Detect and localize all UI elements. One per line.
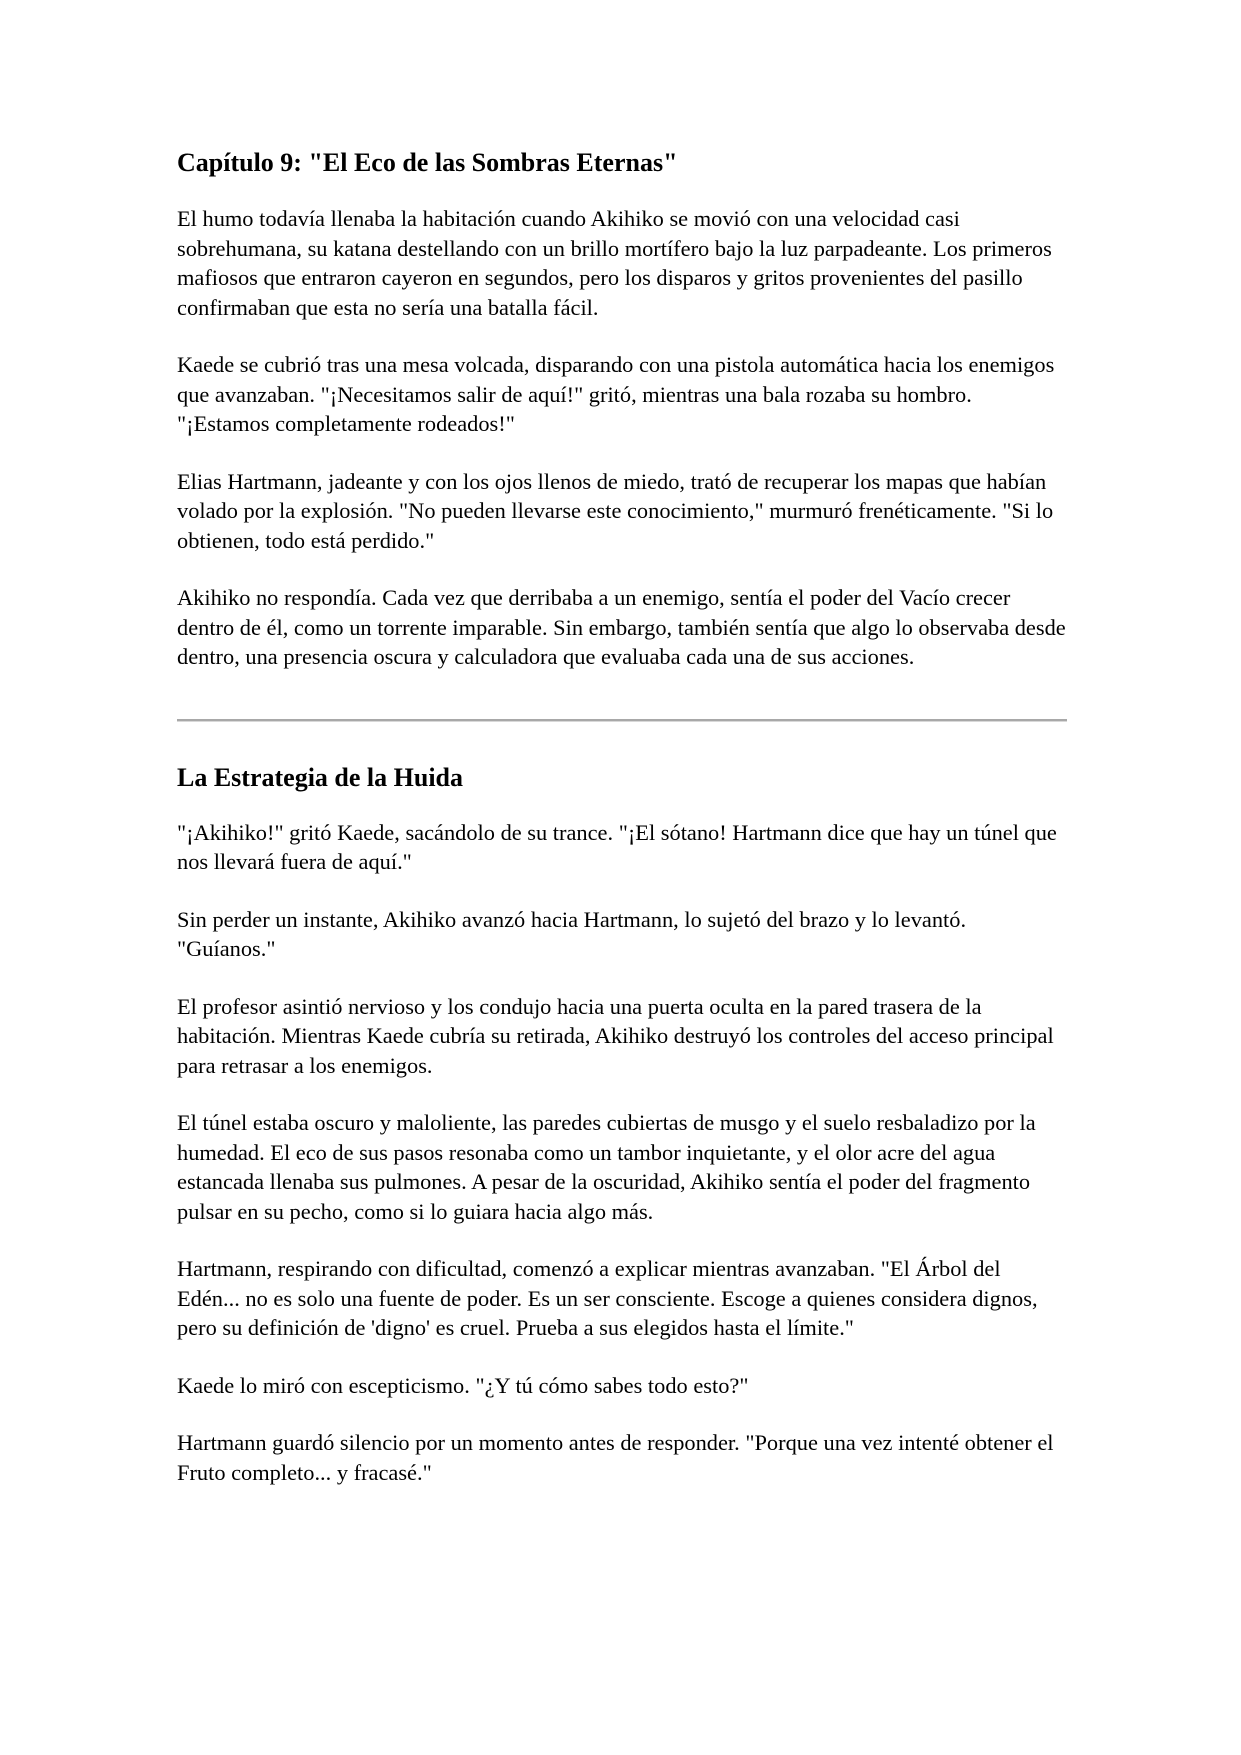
paragraph: Elias Hartmann, jadeante y con los ojos llenos de miedo, trató de recuperar los mapas que habían volado por la explosión. "No pueden llevarse este conocimiento," murmuró frenéticamente. "Si lo obtienen, todo está perdido."	[177, 468, 1054, 553]
paragraph: Kaede lo miró con escepticismo. "¿Y tú cómo sabes todo esto?"	[177, 1372, 749, 1398]
paragraph: El profesor asintió nervioso y los condujo hacia una puerta oculta en la pared trasera de la habitación. Mientras Kaede cubría su retirada, Akihiko destruyó los controles del acceso principal para retrasar a los enemigos.	[177, 993, 1054, 1078]
horizontal-divider	[177, 719, 1067, 722]
paragraph: El túnel estaba oscuro y maloliente, las paredes cubiertas de musgo y el suelo resbaladizo por la humedad. El eco de sus pasos resonaba como un tambor inquietante, y el olor acre del agua estancada llenaba sus pulmones. A pesar de la oscuridad, Akihiko sentía el poder del fragmento pulsar en su pecho, como si lo guiara hacia algo más.	[177, 1110, 1036, 1224]
paragraph: Hartmann guardó silencio por un momento antes de responder. "Porque una vez intenté obtener el Fruto completo... y fracasé."	[177, 1430, 1054, 1485]
paragraph: Hartmann, respirando con dificultad, comenzó a explicar mientras avanzaban. "El Árbol del Edén... no es solo una fuente de poder. Es un ser consciente. Escoge a quienes considera dignos, pero su definición de 'digno' es cruel. Prueba a sus elegidos hasta el límite."	[177, 1256, 1038, 1340]
paragraph: Kaede se cubrió tras una mesa volcada, disparando con una pistola automática hacia los enemigos que avanzaban. "¡Necesitamos salir de aquí!" gritó, mientras una bala rozaba su hombro. "¡Estamos completamente rodeados!"	[177, 352, 1055, 436]
section-heading: La Estrategia de la Huida	[177, 762, 464, 792]
document-page	[177, 147, 1067, 1487]
paragraph: "¡Akihiko!" gritó Kaede, sacándolo de su trance. "¡El sótano! Hartmann dice que hay un túnel que nos llevará fuera de aquí."	[177, 819, 1057, 874]
paragraph: Sin perder un instante, Akihiko avanzó hacia Hartmann, lo sujetó del brazo y lo levantó. "Guíanos."	[177, 906, 967, 961]
paragraph: Akihiko no respondía. Cada vez que derribaba a un enemigo, sentía el poder del Vacío crecer dentro de él, como un torrente imparable. Sin embargo, también sentía que algo lo observaba desde dentro, una presencia oscura y calculadora que evaluaba cada una de sus acciones.	[177, 585, 1066, 669]
chapter-section	[177, 147, 1067, 672]
chapter-title: Capítulo 9: "El Eco de las Sombras Eternas"	[177, 148, 678, 177]
paragraph: El humo todavía llenaba la habitación cuando Akihiko se movió con una velocidad casi sobrehumana, su katana destellando con un brillo mortífero bajo la luz parpadeante. Los primeros mafiosos que entraron cayeron en segundos, pero los disparos y gritos provenientes del pasillo confirmaban que esta no sería una batalla fácil.	[177, 206, 1052, 320]
subsection	[177, 762, 1067, 1488]
